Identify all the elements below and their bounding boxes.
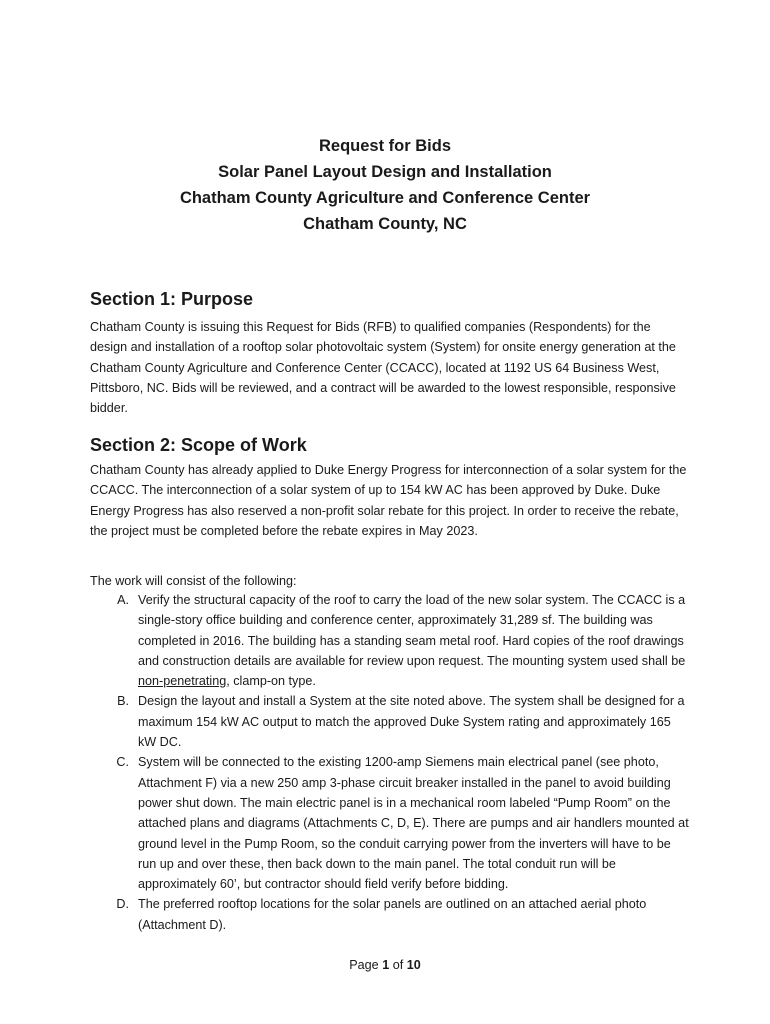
title-line-4: Chatham County, NC bbox=[303, 215, 467, 233]
list-item bbox=[90, 894, 690, 935]
section-1-heading: Section 1: Purpose bbox=[90, 289, 254, 309]
work-intro: The work will consist of the following: bbox=[90, 574, 297, 588]
list-item-text: The preferred rooftop locations for the solar panels are outlined on an attached aerial photo (Attachment D). bbox=[138, 897, 647, 932]
page-label: Page bbox=[349, 958, 379, 972]
section-1-body: Chatham County is issuing this Request for Bids (RFB) to qualified companies (Respondents) for the design and installation of a rooftop solar photovoltaic system (System) for onsite energy generation at the Chatham County Agriculture and Conference Center (CCACC), located at 1192 US 64 Business West, Pittsboro, NC. Bids will be reviewed, and a contract will be awarded to the lowest responsible, responsive bidder. bbox=[90, 320, 676, 416]
of-label: of bbox=[392, 958, 404, 972]
page-total: 10 bbox=[406, 958, 421, 972]
list-marker: B. bbox=[117, 694, 129, 709]
list-item-text: Design the layout and install a System at the site noted above. The system shall be designed for a maximum 154 kW AC output to match the approved Duke System rating and approximately 165 kW DC. bbox=[138, 694, 685, 750]
list-item bbox=[90, 590, 690, 691]
item-a-underlined: non-penetrating bbox=[138, 674, 227, 689]
page-number: 1 bbox=[382, 958, 390, 972]
list-item-text bbox=[138, 590, 690, 691]
list-marker: C. bbox=[116, 755, 129, 770]
item-a-text: Verify the structural capacity of the roof to carry the load of the new solar system. The CCACC is a single-story office building and conference center, approximately 31,289 sf. The building was completed in 2016. The building has a standing seam metal roof. Hard copies of the roof drawings and construction details are available for review upon request. The mounting system used shall be bbox=[138, 593, 686, 668]
section-2-body: Chatham County has already applied to Duke Energy Progress for interconnection of a solar system for the CCACC. The interconnection of a solar system of up to 154 kW AC has been approved by Duke. Duke Energy Progress has also reserved a non-profit solar rebate for this project. In order to receive the rebate, the project must be completed before the rebate expires in May 2023. bbox=[90, 463, 687, 538]
item-a-after: , clamp-on type. bbox=[226, 674, 316, 689]
list-item-text: System will be connected to the existing 1200-amp Siemens main electrical panel (see photo, Attachment F) via a new 250 amp 3-phase circuit breaker installed in the panel to avoid building power shut down. The main electric panel is in a mechanical room labeled “Pump Room” on the attached plans and diagrams (Attachments C, D, E). There are pumps and air handlers mounted at ground level in the Pump Room, so the conduit carrying power from the inverters will have to be run up and over these, then back down to the main panel. The total conduit run will be approximately 60’, but contractor should field verify before bidding. bbox=[138, 755, 689, 892]
title-line-2: Solar Panel Layout Design and Installation bbox=[218, 163, 552, 181]
list-item bbox=[90, 752, 690, 894]
work-list bbox=[90, 590, 690, 935]
title-block bbox=[0, 133, 770, 237]
list-marker: D. bbox=[116, 897, 129, 912]
list-item bbox=[90, 691, 690, 752]
page-footer bbox=[0, 958, 770, 972]
list-marker: A. bbox=[117, 593, 129, 607]
section-2-heading: Section 2: Scope of Work bbox=[90, 435, 307, 455]
title-line-1: Request for Bids bbox=[318, 137, 452, 155]
title-line-3: Chatham County Agriculture and Conference Center bbox=[179, 189, 591, 207]
